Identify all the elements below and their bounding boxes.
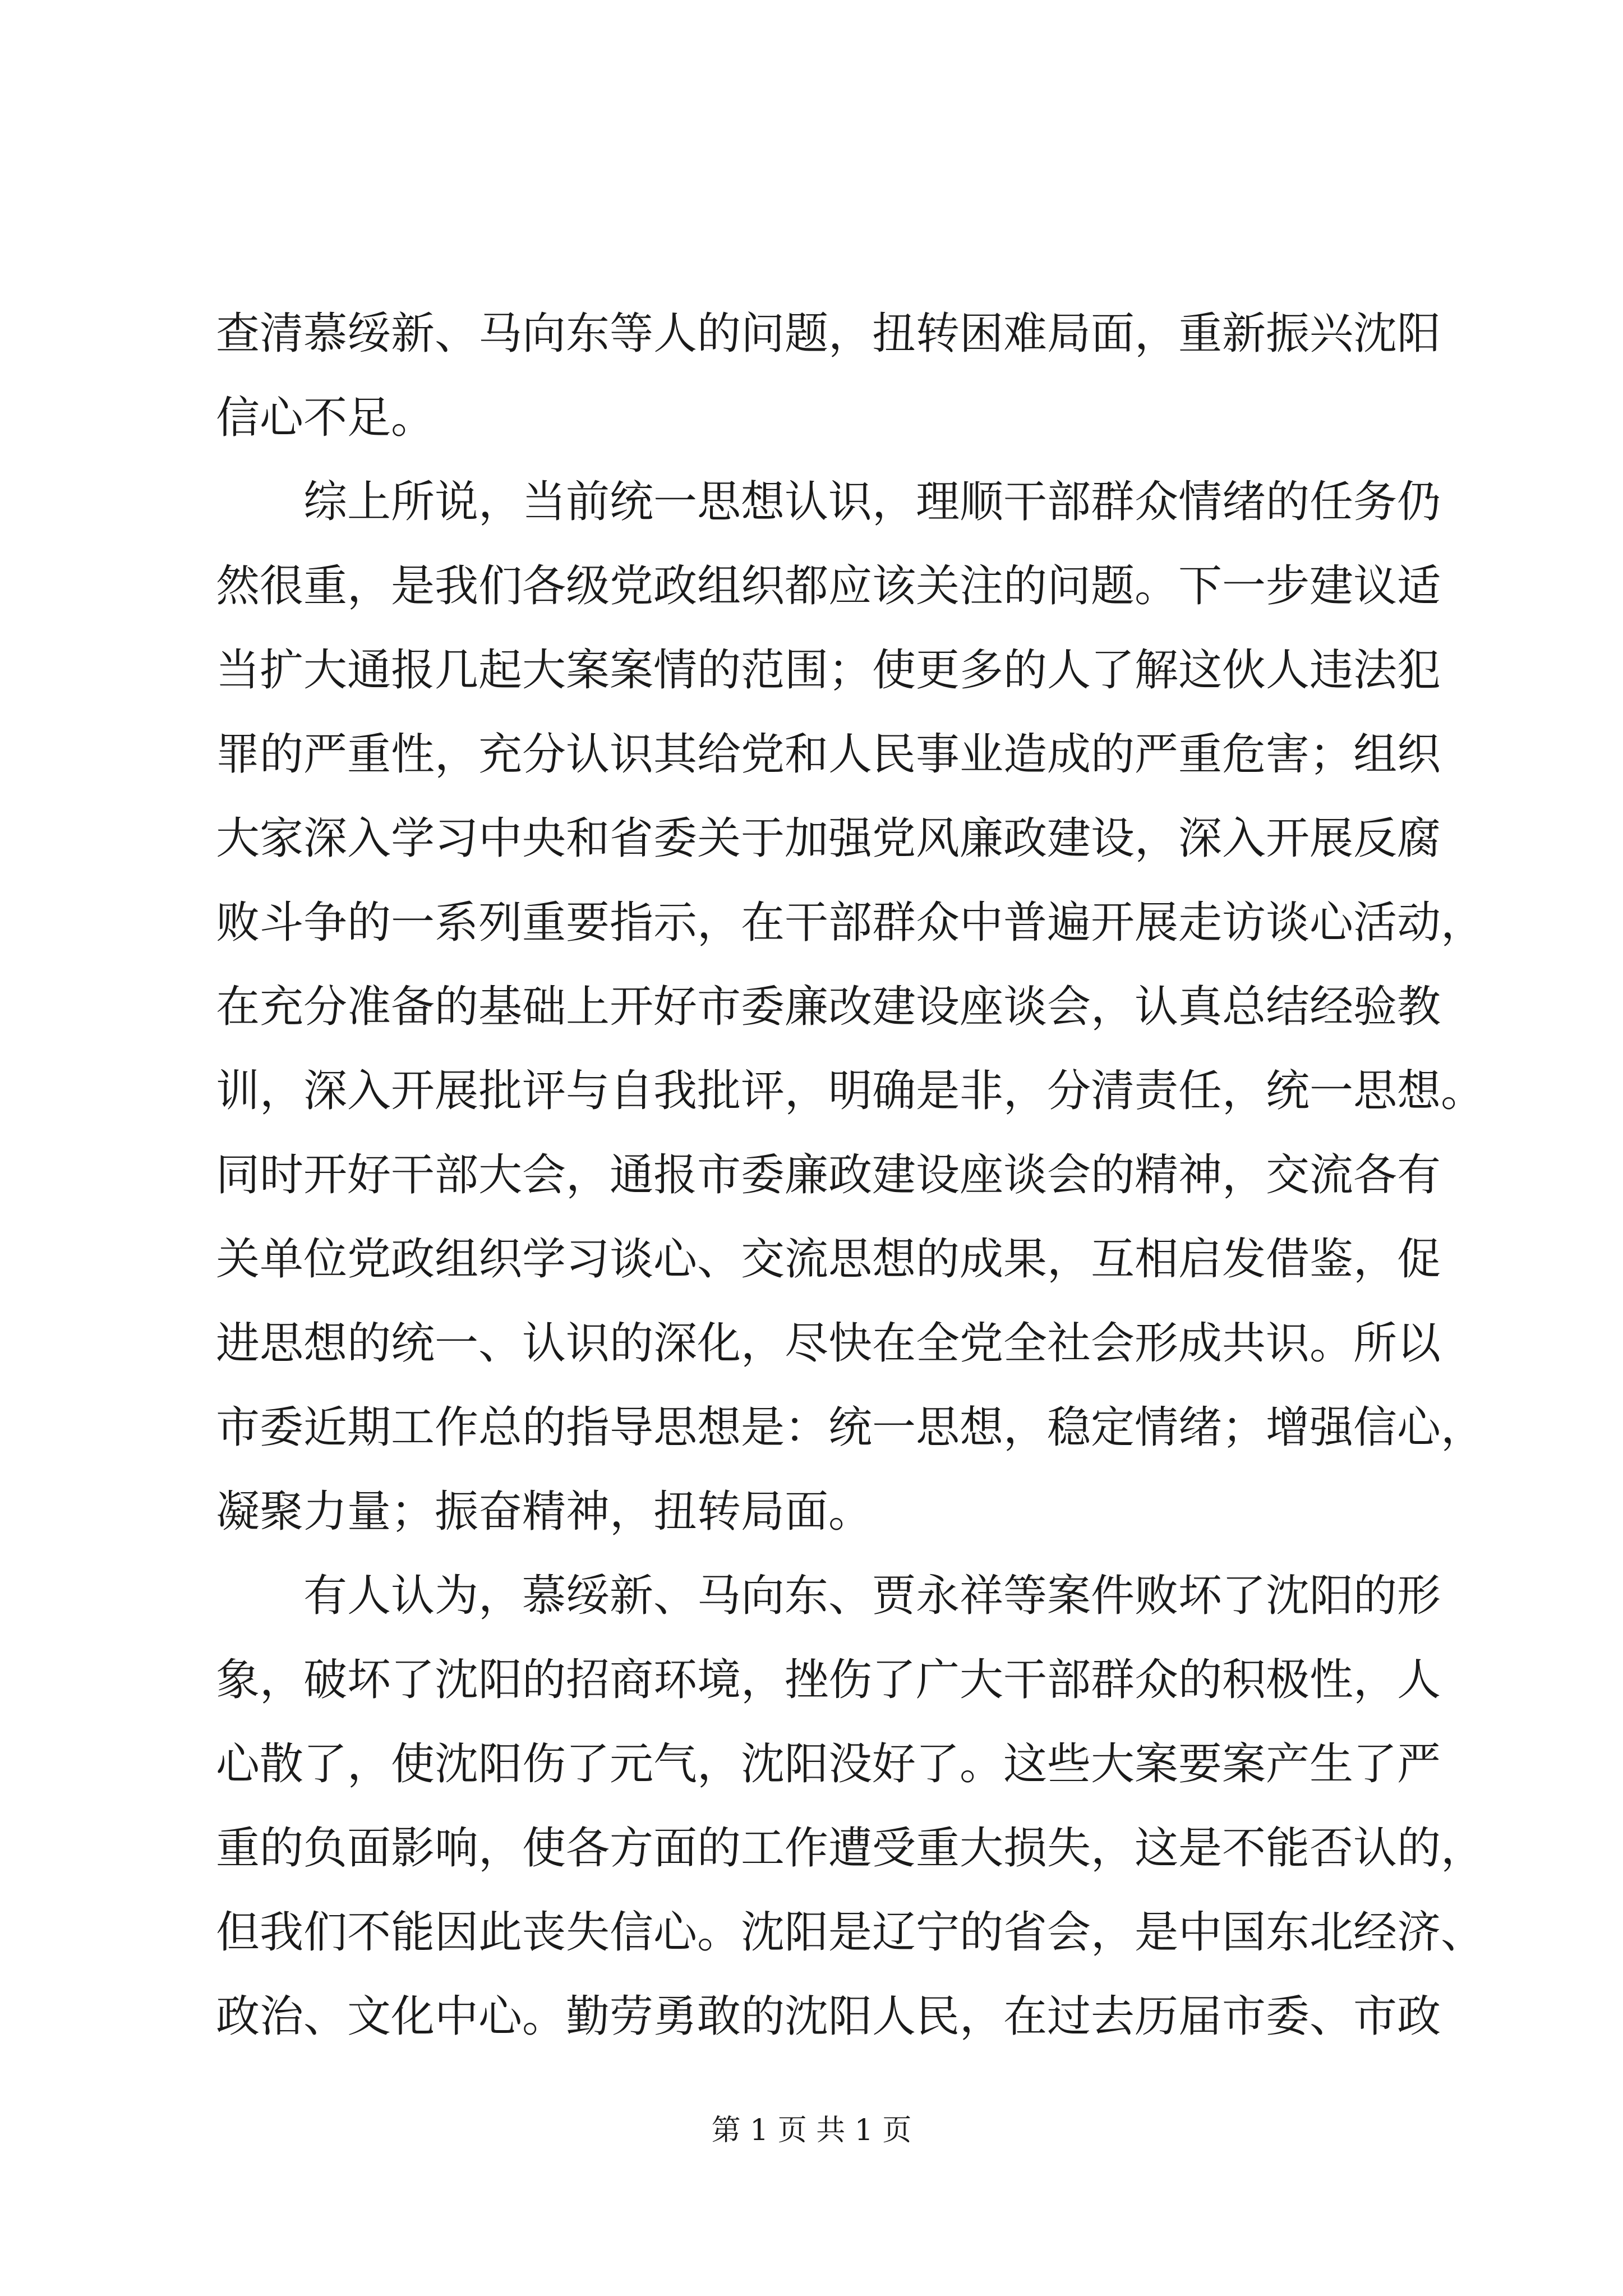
text-line: 综上所说，当前统一思想认识，理顺干部群众情绪的任务仍 [303,477,1441,527]
document-body [216,292,1485,2059]
text-line: 重的负面影响，使各方面的工作遭受重大损失，这是不能否认的， [216,1823,1485,1874]
text-line: 当扩大通报几起大案案情的范围；使更多的人了解这伙人违法犯 [216,645,1441,696]
text-line: 关单位党政组织学习谈心、交流思想的成果，互相启发借鉴，促 [216,1234,1441,1285]
text-line: 进思想的统一、认识的深化，尽快在全党全社会形成共识。所以 [216,1318,1441,1369]
text-line: 象，破坏了沈阳的招商环境，挫伤了广大干部群众的积极性，人 [216,1655,1441,1705]
text-line: 败斗争的一系列重要指示，在干部群众中普遍开展走访谈心活动， [216,898,1485,948]
page-footer: 第 1 页 共 1 页 [711,2114,912,2147]
text-line: 信心不足。 [216,393,435,443]
text-line: 查清慕绥新、马向东等人的问题，扭转困难局面，重新振兴沈阳 [216,309,1441,359]
text-line: 心散了，使沈阳伤了元气，沈阳没好了。这些大案要案产生了严 [216,1739,1441,1789]
text-line: 市委近期工作总的指导思想是：统一思想，稳定情绪；增强信心， [216,1402,1485,1453]
text-line: 但我们不能因此丧失信心。沈阳是辽宁的省会，是中国东北经济、 [216,1907,1485,1958]
text-line: 然很重，是我们各级党政组织都应该关注的问题。下一步建议适 [216,561,1441,611]
text-line: 罪的严重性，充分认识其给党和人民事业造成的严重危害；组织 [216,729,1441,780]
text-line: 有人认为，慕绥新、马向东、贾永祥等案件败坏了沈阳的形 [303,1571,1441,1621]
text-line: 同时开好干部大会，通报市委廉政建设座谈会的精神，交流各有 [216,1150,1441,1200]
text-line: 训，深入开展批评与自我批评，明确是非，分清责任，统一思想。 [216,1066,1485,1116]
text-line: 大家深入学习中央和省委关于加强党风廉政建设，深入开展反腐 [216,813,1441,864]
text-line: 政治、文化中心。勤劳勇敢的沈阳人民，在过去历届市委、市政 [216,1991,1441,2042]
text-line: 在充分准备的基础上开好市委廉改建设座谈会，认真总结经验教 [216,982,1441,1032]
text-line: 凝聚力量；振奋精神，扭转局面。 [216,1487,873,1537]
